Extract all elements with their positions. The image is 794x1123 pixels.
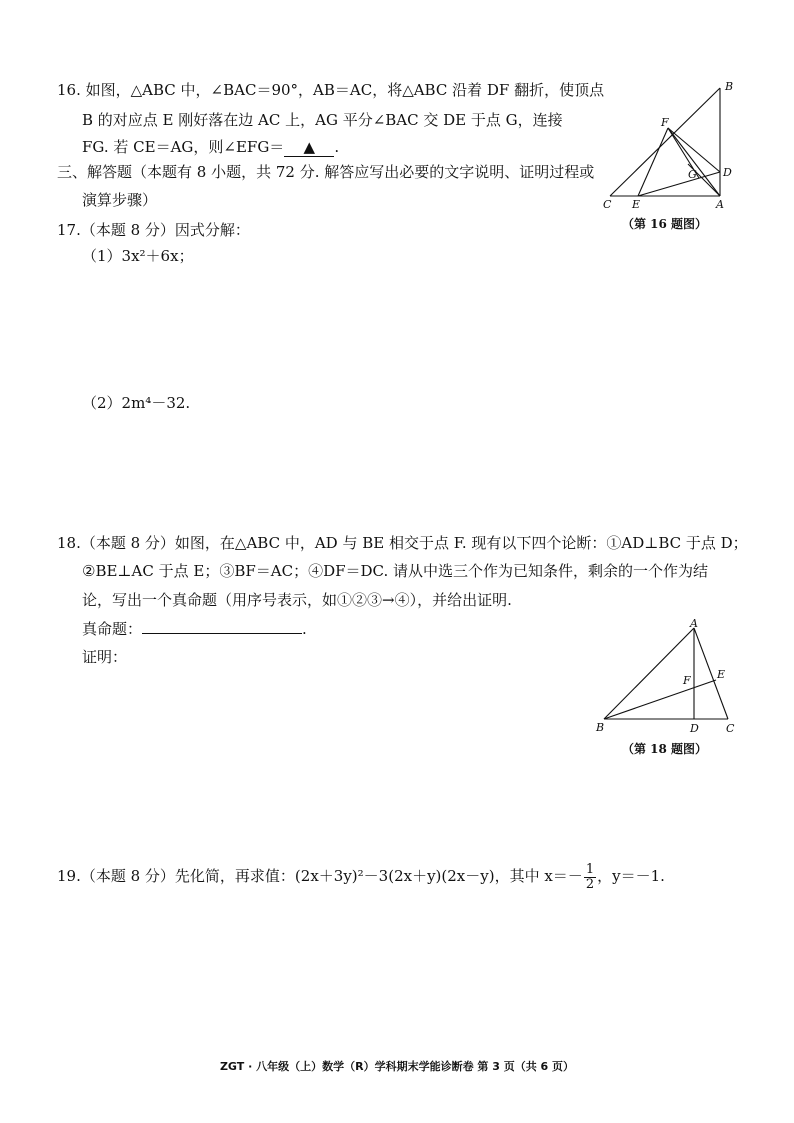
fig16-label-g: G — [688, 168, 697, 181]
figure-16 — [600, 78, 750, 213]
triangle-icon: ▲ — [303, 138, 316, 156]
q19-fraction — [584, 863, 596, 892]
q16-line-1: 16. 如图，△ABC 中，∠BAC＝90°，AB＝AC，将△ABC 沿着 DF 翻折，使顶点 — [57, 81, 605, 99]
figure-16-caption: （第 16 题图） — [622, 217, 708, 231]
q18-true-proposition-end: . — [302, 620, 307, 638]
q18-line-3: 论，写出一个真命题（用序号表示，如①②③→④），并给出证明. — [82, 591, 512, 609]
figure-18-caption: （第 18 题图） — [622, 742, 708, 756]
q16-line-3 — [82, 137, 339, 157]
fig16-label-a: A — [716, 198, 724, 211]
page-footer: ZGT · 八年级（上）数学（R）学科期末学能诊断卷 第 3 页（共 6 页） — [219, 1060, 575, 1073]
q19-fraction-numerator: 1 — [585, 861, 595, 877]
q18-true-proposition-label: 真命题： — [82, 620, 143, 638]
fig16-label-d: D — [723, 166, 732, 179]
q16-line-3-end: . — [334, 138, 340, 156]
q17-title: 17.（本题 8 分）因式分解： — [57, 221, 250, 239]
fig18-segment-ba — [604, 628, 694, 719]
q18-true-proposition — [82, 619, 307, 639]
q19-text-before: 19.（本题 8 分）先化简，再求值：(2x＋3y)²－3(2x＋y)(2x－y)，其中 x＝－ — [57, 867, 583, 885]
fig16-label-f: F — [661, 116, 669, 129]
fig18-label-c: C — [726, 722, 735, 735]
fig18-label-d: D — [690, 722, 699, 735]
q16-line-3-text: FG. 若 CE＝AG，则∠EFG＝ — [82, 138, 285, 156]
fig16-segment-fd — [668, 128, 720, 172]
fig18-segment-be — [604, 680, 716, 719]
q19-fraction-denominator: 2 — [585, 876, 595, 892]
q18-line-2: ②BE⊥AC 于点 E；③BF＝AC；④DF＝DC. 请从中选三个作为已知条件，剩余的一个作为结 — [82, 562, 709, 580]
fig18-label-b: B — [596, 721, 605, 734]
q18-proof-label: 证明： — [82, 648, 128, 666]
fig16-label-c: C — [603, 198, 612, 211]
fig18-label-e: E — [717, 668, 726, 681]
figure-18 — [592, 618, 742, 738]
q19-line — [57, 858, 665, 894]
fig16-segment-fe — [638, 128, 668, 196]
fig16-segment-af — [668, 128, 720, 196]
fig16-label-b: B — [725, 80, 734, 93]
fig18-label-f: F — [683, 674, 691, 687]
q16-line-2: B 的对应点 E 刚好落在边 AC 上，AG 平分∠BAC 交 DE 于点 G，连接 — [82, 111, 563, 129]
section-3-heading-line-2: 演算步骤） — [82, 191, 158, 209]
section-3-heading-line-1: 三、解答题（本题有 8 小题，共 72 分. 解答应写出必要的文字说明、证明过程或 — [57, 163, 595, 181]
fig18-label-a: A — [690, 618, 698, 630]
fig16-label-e: E — [632, 198, 641, 211]
q18-line-1: 18.（本题 8 分）如图，在△ABC 中，AD 与 BE 相交于点 F. 现有以下四个论断：①AD⊥BC 于点 D； — [57, 534, 748, 552]
q17-part-1: （1）3x²＋6x； — [82, 247, 194, 265]
q19-text-after: ，y＝－1. — [597, 867, 665, 885]
q18-true-proposition-blank[interactable] — [142, 633, 302, 634]
q17-part-2: （2）2m⁴－32. — [82, 394, 191, 412]
q16-answer-blank[interactable] — [284, 138, 334, 157]
